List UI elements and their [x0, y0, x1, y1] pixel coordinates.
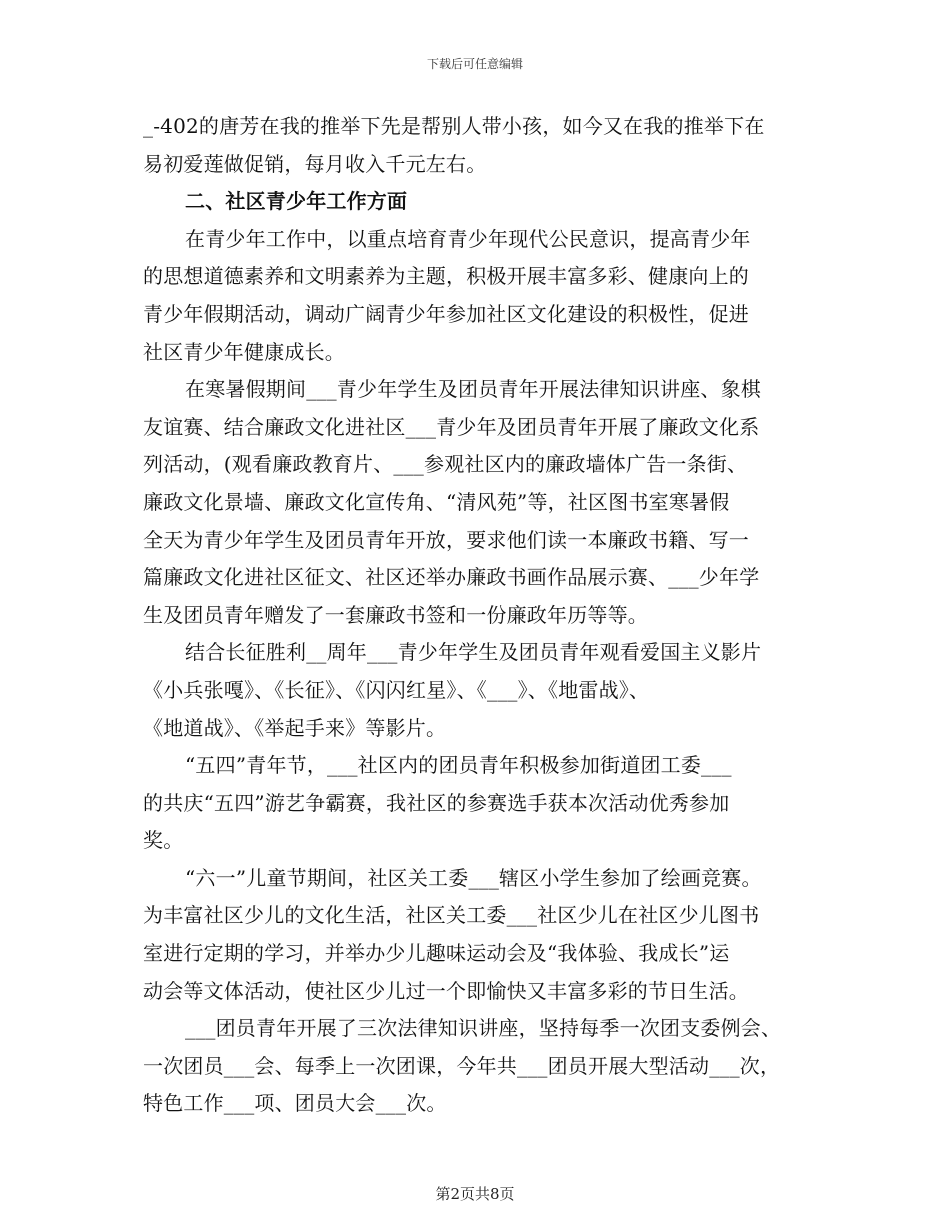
- text-line: ___团员青年开展了三次法律知识讲座，坚持每季一次团支委例会、: [185, 1016, 782, 1041]
- text-line: 结合长征胜利__周年___青少年学生及团员青年观看爱国主义影片: [185, 640, 762, 665]
- text-line: 社区青少年健康成长。: [143, 339, 345, 364]
- text-line: 在寒暑假期间___青少年学生及团员青年开展法律知识讲座、象棋: [185, 377, 761, 402]
- text-line: 的共庆“五四”游艺争霸赛，我社区的参赛选手获本次活动优秀参加: [143, 790, 730, 815]
- section-heading: 二、社区青少年工作方面: [185, 189, 408, 214]
- text-line: 为丰富社区少儿的文化生活，社区关工委___社区少儿在社区少儿图书: [143, 903, 760, 928]
- page-header: 下载后可任意编辑: [426, 57, 523, 71]
- text-line: 室进行定期的学习，并举办少儿趣味运动会及“我体验、我成长”运: [143, 941, 730, 966]
- text-line: “五四”青年节，___社区内的团员青年积极参加街道团工委___: [185, 753, 732, 778]
- text-line: “六一”儿童节期间，社区关工委___辖区小学生参加了绘画竞赛。: [185, 865, 762, 890]
- text-line: 《小兵张嘎》、《长征》、《闪闪红星》、《___》、《地雷战》、: [143, 677, 650, 702]
- text-line: 青少年假期活动，调动广阔青少年参加社区文化建设的积极性，促进: [143, 301, 749, 326]
- text-line: _-402的唐芳在我的推举下先是帮别人带小孩，如今又在我的推举下在: [143, 114, 765, 138]
- text-line: 全天为青少年学生及团员青年开放，要求他们读一本廉政书籍、写一: [143, 527, 749, 552]
- text-line: 生及团员青年赠发了一套廉政书签和一份廉政年历等等。: [143, 602, 648, 627]
- text-line: 动会等文体活动，使社区少儿过一个即愉快又丰富多彩的节日生活。: [143, 978, 749, 1003]
- page-number: 第2页共8页: [435, 1185, 515, 1203]
- text-line: 篇廉政文化进社区征文、社区还举办廉政书画作品展示赛、___少年学: [143, 565, 760, 590]
- document-body: [143, 108, 823, 1123]
- text-line: 奖。: [143, 828, 184, 853]
- text-line: 的思想道德素养和文明素养为主题，积极开展丰富多彩、健康向上的: [143, 264, 749, 289]
- text-line: 一次团员___会、每季上一次团课，今年共___团员开展大型活动___次，: [143, 1053, 781, 1078]
- text-line: 列活动，(观看廉政教育片、___参观社区内的廉政墙体广告一条街、: [143, 452, 748, 477]
- text-line: 《地道战》、《举起手来》等影片。: [143, 715, 447, 740]
- text-line: 廉政文化景墙、廉政文化宣传角、“清风苑”等，社区图书室寒暑假: [143, 489, 730, 514]
- text-line: 在青少年工作中，以重点培育青少年现代公民意识，提高青少年: [185, 226, 751, 251]
- text-line: 易初爱莲做促销，每月收入千元左右。: [143, 151, 487, 176]
- text-line: 友谊赛、结合廉政文化进社区___青少年及团员青年开展了廉政文化系: [143, 414, 760, 439]
- text-line: 特色工作___项、团员大会___次。: [143, 1091, 447, 1116]
